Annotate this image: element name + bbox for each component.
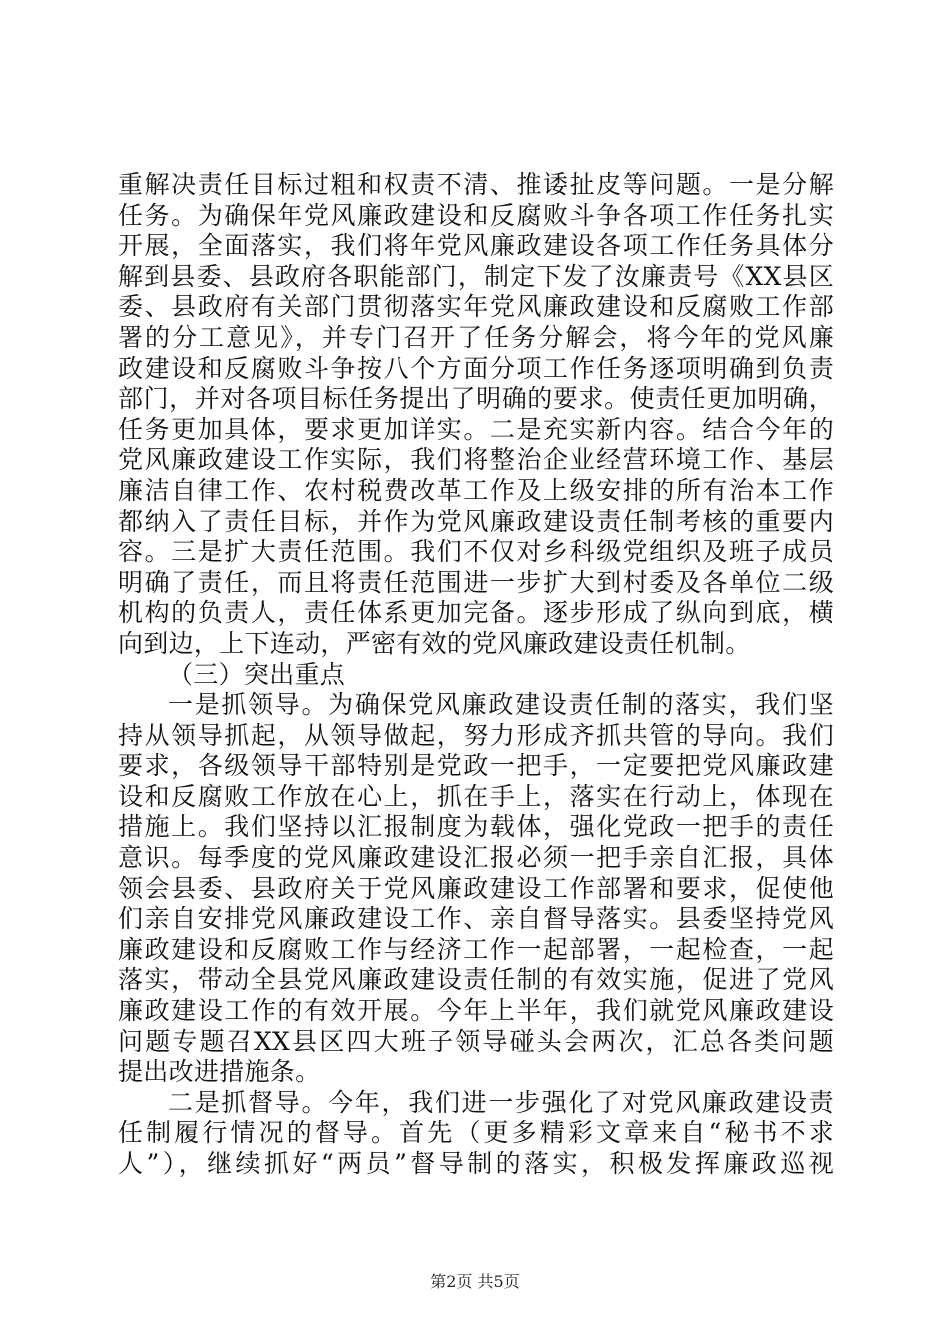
- text-line: 持从领导抓起，从领导做起，努力形成齐抓共管的导向。我们: [118, 720, 834, 750]
- text-line: 领会县委、县政府关于党风廉政建设工作部署和要求，促使他: [118, 873, 834, 903]
- text-line: 党风廉政建设工作实际，我们将整治企业经营环境工作、基层: [118, 445, 834, 475]
- text-line: 任务更加具体，要求更加详实。二是充实新内容。结合今年的: [118, 414, 834, 444]
- text-line: 落实，带动全县党风廉政建设责任制的有效实施，促进了党风: [118, 965, 834, 995]
- text-line: 措施上。我们坚持以汇报制度为载体，强化党政一把手的责任: [118, 812, 834, 842]
- text-line: 明确了责任，而且将责任范围进一步扩大到村委及各单位二级: [118, 567, 834, 597]
- text-line: 们亲自安排党风廉政建设工作、亲自督导落实。县委坚持党风: [118, 904, 834, 934]
- text-line: 容。三是扩大责任范围。我们不仅对乡科级党组织及班子成员: [118, 537, 834, 567]
- text-line: 廉政建设和反腐败工作与经济工作一起部署，一起检查，一起: [118, 934, 834, 964]
- text-line: 解到县委、县政府各职能部门，制定下发了汝廉责号《XX县区: [118, 261, 834, 291]
- document-body: [118, 170, 834, 1180]
- text-line: 开展，全面落实，我们将年党风廉政建设各项工作任务具体分: [118, 231, 834, 261]
- text-line: 都纳入了责任目标，并作为党风廉政建设责任制考核的重要内: [118, 506, 834, 536]
- text-line: 廉洁自律工作、农村税费改革工作及上级安排的所有治本工作: [118, 475, 834, 505]
- text-line: 任制履行情况的督导。首先（更多精彩文章来自“秘书不求: [118, 1118, 834, 1148]
- text-line: 署的分工意见》，并专门召开了任务分解会，将今年的党风廉: [118, 322, 834, 352]
- text-line: 机构的负责人，责任体系更加完备。逐步形成了纵向到底，横: [118, 598, 834, 628]
- text-line: 人”），继续抓好“两员”督导制的落实，积极发挥廉政巡视: [118, 1149, 834, 1178]
- text-line: 部门，并对各项目标任务提出了明确的要求。使责任更加明确，: [118, 384, 834, 414]
- page-number-footer: 第2页 共5页: [430, 1272, 520, 1291]
- text-line: 提出改进措施条。: [118, 1057, 321, 1087]
- text-line: 任务。为确保年党风廉政建设和反腐败斗争各项工作任务扎实: [118, 200, 834, 230]
- text-line: 二是抓督导。今年，我们进一步强化了对党风廉政建设责: [168, 1087, 834, 1117]
- text-line: 设和反腐败工作放在心上，抓在手上，落实在行动上，体现在: [118, 781, 834, 811]
- text-line: （三）突出重点: [168, 659, 346, 689]
- text-line: 政建设和反腐败斗争按八个方面分项工作任务逐项明确到负责: [118, 353, 834, 383]
- text-line: 意识。每季度的党风廉政建设汇报必须一把手亲自汇报，具体: [118, 843, 834, 873]
- text-line: 委、县政府有关部门贯彻落实年党风廉政建设和反腐败工作部: [118, 292, 834, 322]
- text-line: 一是抓领导。为确保党风廉政建设责任制的落实，我们坚: [168, 690, 834, 720]
- text-line: 要求，各级领导干部特别是党政一把手，一定要把党风廉政建: [118, 751, 834, 781]
- text-line: 重解决责任目标过粗和权责不清、推诿扯皮等问题。一是分解: [118, 170, 834, 199]
- text-line: 问题专题召XX县区四大班子领导碰头会两次，汇总各类问题: [118, 1026, 834, 1056]
- text-line: 廉政建设工作的有效开展。今年上半年，我们就党风廉政建设: [118, 996, 834, 1026]
- text-line: 向到边，上下连动，严密有效的党风廉政建设责任机制。: [118, 628, 751, 658]
